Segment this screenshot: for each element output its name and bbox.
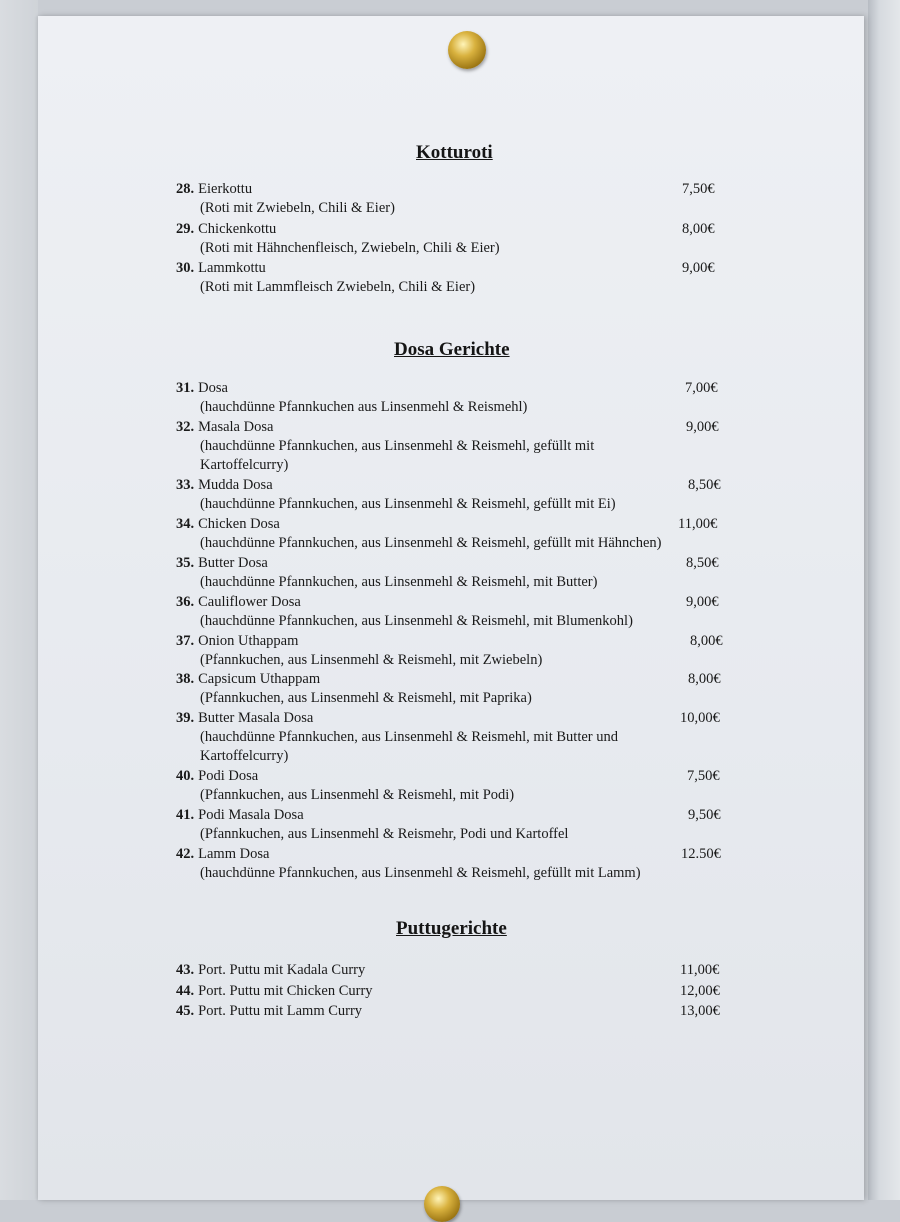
menu-item <box>176 554 719 592</box>
menu-item <box>176 180 715 218</box>
menu-item <box>176 806 721 844</box>
menu-item-description: (hauchdünne Pfannkuchen, aus Linsenmehl & Reismehl, mit Butter und <box>200 729 619 745</box>
menu-item-number: 37. <box>176 633 195 649</box>
menu-item-price: 9,00€ <box>682 260 715 276</box>
menu-item-price: 8,50€ <box>688 477 721 493</box>
menu-item-description: (hauchdünne Pfannkuchen, aus Linsenmehl & Reismehl, gefüllt mit Lamm) <box>200 865 641 881</box>
menu-item-number: 43. <box>176 962 195 978</box>
menu-item-name: Podi Masala Dosa <box>198 807 304 823</box>
menu-item-line <box>176 767 514 786</box>
menu-item-price: 10,00€ <box>680 710 720 726</box>
menu-item <box>176 845 721 883</box>
menu-item-price: 12,00€ <box>680 983 720 999</box>
menu-item-price: 9,00€ <box>686 594 719 610</box>
pushpin-bottom-icon <box>424 1186 460 1222</box>
wall-left <box>0 0 38 1200</box>
menu-item-price: 8,50€ <box>686 555 719 571</box>
menu-item-price: 8,00€ <box>690 633 723 649</box>
menu-item-number: 40. <box>176 768 195 784</box>
menu-item-number: 39. <box>176 710 195 726</box>
menu-item-description: (hauchdünne Pfannkuchen, aus Linsenmehl & Reismehl, mit Butter) <box>200 574 598 590</box>
menu-item-number: 35. <box>176 555 195 571</box>
menu-item-price: 11,00€ <box>678 516 718 532</box>
menu-item <box>176 982 720 1001</box>
menu-item <box>176 767 720 805</box>
menu-item <box>176 220 715 258</box>
menu-item-number: 33. <box>176 477 195 493</box>
menu-item-name: Butter Masala Dosa <box>198 710 314 726</box>
menu-item-name: Chickenkottu <box>198 221 277 237</box>
menu-item-price: 7,00€ <box>685 380 718 396</box>
menu-item-line <box>176 220 500 239</box>
menu-item <box>176 961 720 980</box>
menu-item <box>176 670 721 708</box>
menu-item-line <box>176 961 365 980</box>
menu-item-number: 38. <box>176 671 195 687</box>
menu-item-name: Port. Puttu mit Chicken Curry <box>198 983 373 999</box>
wall-right <box>868 0 900 1200</box>
menu-item-description: (hauchdünne Pfannkuchen, aus Linsenmehl & Reismehl, gefüllt mit Hähnchen) <box>200 535 662 551</box>
menu-item-line <box>176 670 532 689</box>
menu-item-name: Capsicum Uthappam <box>198 671 321 687</box>
menu-item-number: 42. <box>176 846 195 862</box>
section-title-kotturoti: Kotturoti <box>416 142 493 163</box>
menu-item-line <box>176 709 618 728</box>
menu-item <box>176 418 719 475</box>
section-title-puttu: Puttugerichte <box>396 918 507 939</box>
menu-item-line <box>176 180 395 199</box>
menu-item <box>176 379 718 417</box>
menu-item-number: 28. <box>176 181 195 197</box>
menu-item-number: 31. <box>176 380 195 396</box>
menu-item-name: Cauliflower Dosa <box>198 594 301 610</box>
menu-item <box>176 709 720 766</box>
menu-item <box>176 632 723 670</box>
menu-item-description: (Pfannkuchen, aus Linsenmehl & Reismehl, mit Podi) <box>200 787 515 803</box>
menu-item-number: 41. <box>176 807 195 823</box>
menu-item-description: (Roti mit Zwiebeln, Chili & Eier) <box>200 200 395 216</box>
menu-item-number: 32. <box>176 419 195 435</box>
section-title-dosa: Dosa Gerichte <box>394 339 510 360</box>
menu-item-name: Eierkottu <box>198 181 253 197</box>
menu-item-description: (hauchdünne Pfannkuchen, aus Linsenmehl & Reismehl, gefüllt mit Ei) <box>200 496 616 512</box>
menu-item-line <box>176 515 661 534</box>
menu-item-name: Port. Puttu mit Lamm Curry <box>198 1003 363 1019</box>
menu-item-number: 34. <box>176 516 195 532</box>
menu-item-line <box>176 259 475 278</box>
menu-item-line <box>176 845 641 864</box>
menu-item-price: 9,00€ <box>686 419 719 435</box>
menu-item-number: 36. <box>176 594 195 610</box>
menu-item-line <box>176 418 594 437</box>
menu-item-line <box>176 1002 362 1021</box>
menu-item-description: Kartoffelcurry) <box>200 457 289 473</box>
menu-item-description: (hauchdünne Pfannkuchen aus Linsenmehl & Reismehl) <box>200 399 528 415</box>
menu-item-line <box>176 593 633 612</box>
menu-item-description: (Roti mit Lammfleisch Zwiebeln, Chili & Eier) <box>200 279 476 295</box>
menu-item-name: Port. Puttu mit Kadala Curry <box>198 962 366 978</box>
menu-item-line <box>176 379 527 398</box>
menu-item-description: (hauchdünne Pfannkuchen, aus Linsenmehl & Reismehl, mit Blumenkohl) <box>200 613 633 629</box>
menu-item <box>176 1002 720 1021</box>
menu-item-price: 13,00€ <box>680 1003 720 1019</box>
menu-item-price: 11,00€ <box>680 962 720 978</box>
menu-item-number: 45. <box>176 1003 195 1019</box>
menu-item <box>176 259 715 297</box>
menu-item-name: Dosa <box>198 380 228 396</box>
menu-item <box>176 593 719 631</box>
menu-item-line <box>176 476 616 495</box>
menu-item-price: 8,00€ <box>682 221 715 237</box>
menu-item-line <box>176 554 597 573</box>
menu-item-price: 8,00€ <box>688 671 721 687</box>
pushpin-top-icon <box>448 31 486 69</box>
menu-item-name: Butter Dosa <box>198 555 268 571</box>
menu-item-line <box>176 632 542 651</box>
menu-item-price: 7,50€ <box>682 181 715 197</box>
menu-item-name: Masala Dosa <box>198 419 274 435</box>
menu-item-number: 29. <box>176 221 195 237</box>
menu-item-name: Lammkottu <box>198 260 266 276</box>
menu-item-name: Chicken Dosa <box>198 516 280 532</box>
menu-item-price: 7,50€ <box>687 768 720 784</box>
menu-item-name: Lamm Dosa <box>198 846 270 862</box>
menu-item-description: Kartoffelcurry) <box>200 748 289 764</box>
menu-item-line <box>176 806 568 825</box>
menu-item-number: 44. <box>176 983 195 999</box>
menu-item-description: (Pfannkuchen, aus Linsenmehl & Reismehl, mit Paprika) <box>200 690 532 706</box>
menu-item <box>176 476 721 514</box>
menu-item-price: 12.50€ <box>681 846 721 862</box>
menu-item-price: 9,50€ <box>688 807 721 823</box>
menu-item-description: (Roti mit Hähnchenfleisch, Zwiebeln, Chili & Eier) <box>200 240 500 256</box>
menu-item-number: 30. <box>176 260 195 276</box>
menu-item-description: (hauchdünne Pfannkuchen, aus Linsenmehl & Reismehl, gefüllt mit <box>200 438 595 454</box>
menu-item-description: (Pfannkuchen, aus Linsenmehl & Reismehr, Podi und Kartoffel <box>200 826 569 842</box>
menu-item-description: (Pfannkuchen, aus Linsenmehl & Reismehl, mit Zwiebeln) <box>200 652 543 668</box>
menu-item-name: Mudda Dosa <box>198 477 273 493</box>
menu-item-name: Onion Uthappam <box>198 633 299 649</box>
menu-item-line <box>176 982 373 1001</box>
menu-item <box>176 515 718 553</box>
menu-item-name: Podi Dosa <box>198 768 259 784</box>
